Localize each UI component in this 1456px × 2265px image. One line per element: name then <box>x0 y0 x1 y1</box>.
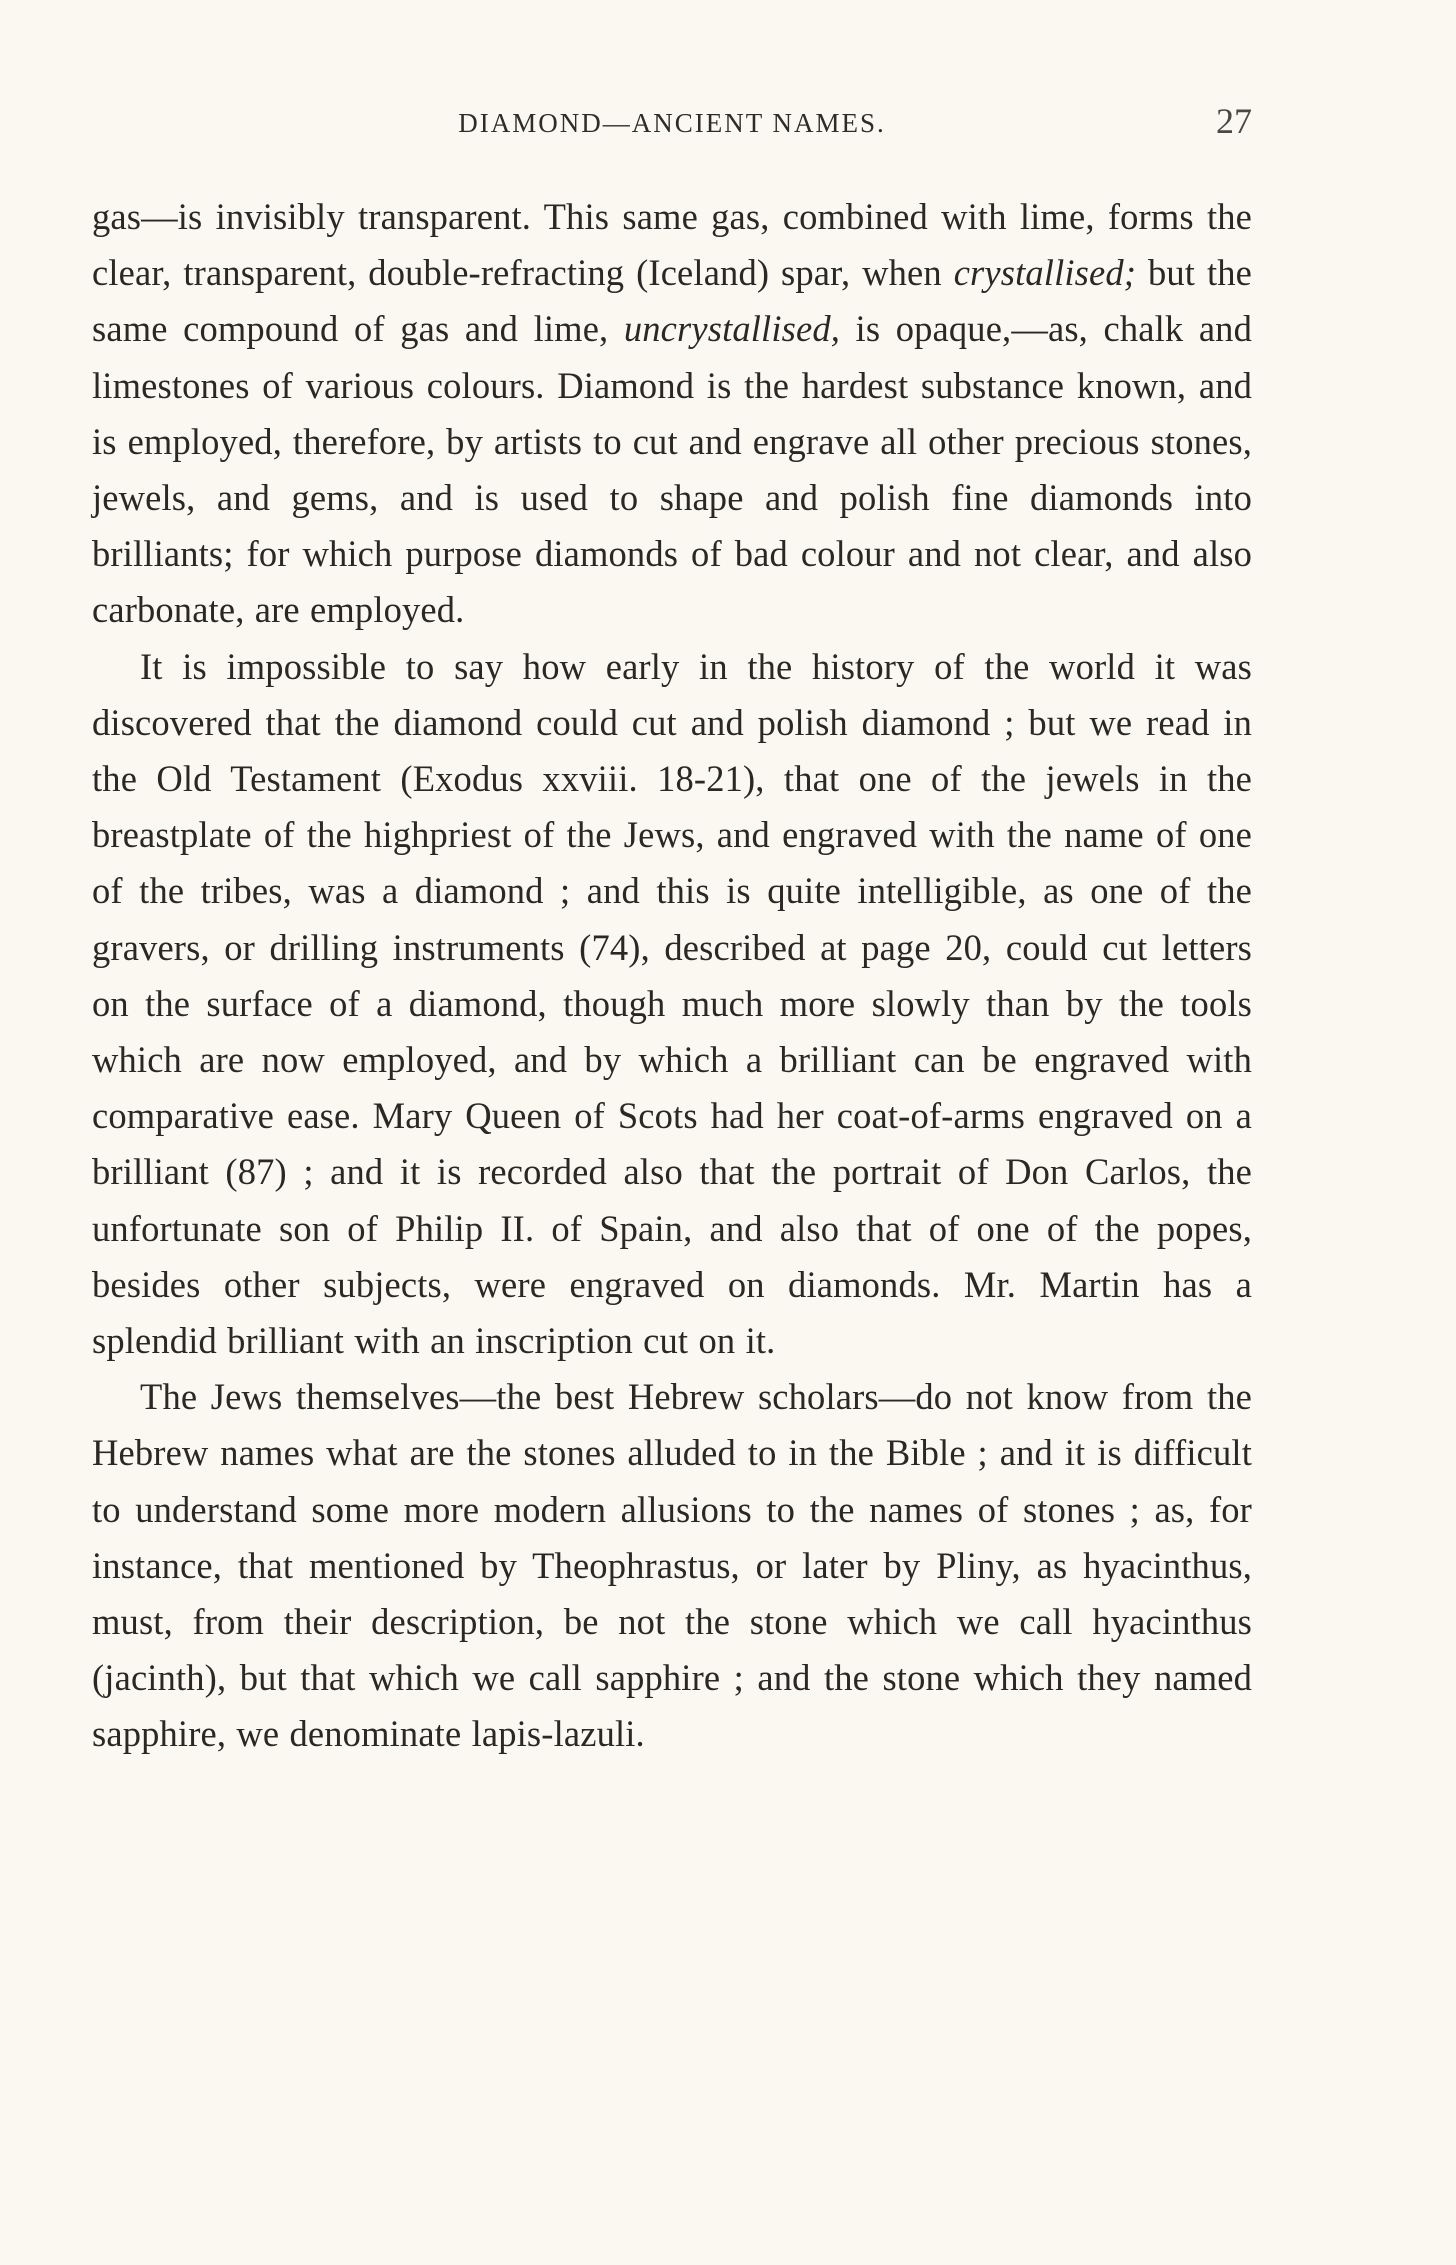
paragraph-1 <box>92 189 1252 639</box>
page-number: 27 <box>1216 101 1252 141</box>
paragraph-3: The Jews themselves—the best Hebrew scholars—do not know from the Hebrew names what are the stones alluded to in the Bible ; and it is difficult to understand some more modern allusions to the names of stones ; as, for instance, that mentioned by Theophrastus, or later by Pliny, as hyacinthus, must, from their description, be not the stone which we call hyacinthus (jacinth), but that which we call sapphire ; and the stone which they named sapphire, we denominate lapis-lazuli. <box>92 1376 1252 1755</box>
italic-uncrystallised: uncrystallised, <box>623 308 841 350</box>
paragraph-1-part-2: but the same compound of gas and lime, <box>92 252 1253 350</box>
italic-crystallised: crystallised; <box>953 252 1137 294</box>
paragraph-2: It is impossible to say how early in the history of the world it was discovered that the diamond could cut and polish diamond ; but we read in the Old Testament (Exodus xxviii. 18-21), that one of the jewels in the breastplate of the highpriest of the Jews, and engraved with the name of one of the tribes, was a diamond ; and this is quite intelligible, as one of the gravers, or drilling instruments (74), described at page 20, could cut letters on the surface of a diamond, though much more slowly than by the tools which are now employed, and by which a brilliant can be engraved with comparative ease. Mary Queen of Scots had her coat-of-arms engraved on a brilliant (87) ; and it is recorded also that the portrait of Don Carlos, the unfortunate son of Philip II. of Spain, and also that of one of the popes, besides other subjects, were engraved on diamonds. Mr. Martin has a splendid brilliant with an inscription cut on it. <box>92 645 1252 1362</box>
paragraph-1-part-3: is opaque,—as, chalk and limestones of various colours. Diamond is the hardest substance known, and is employed, therefore, by artists to cut and engrave all other precious stones, jewels, and gems, and is used to shape and polish fine diamonds into brilliants; for which purpose diamonds of bad colour and not clear, and also carbonate, are employed. <box>92 308 1252 631</box>
body-text <box>92 189 1252 1763</box>
paragraph-1-part-1: gas—is invisibly transparent. This same gas, combined with lime, forms the clear, transparent, double-refracting (Iceland) spar, when <box>92 196 1252 294</box>
running-head <box>92 100 1252 144</box>
running-title: DIAMOND—ANCIENT NAMES. <box>458 108 886 138</box>
